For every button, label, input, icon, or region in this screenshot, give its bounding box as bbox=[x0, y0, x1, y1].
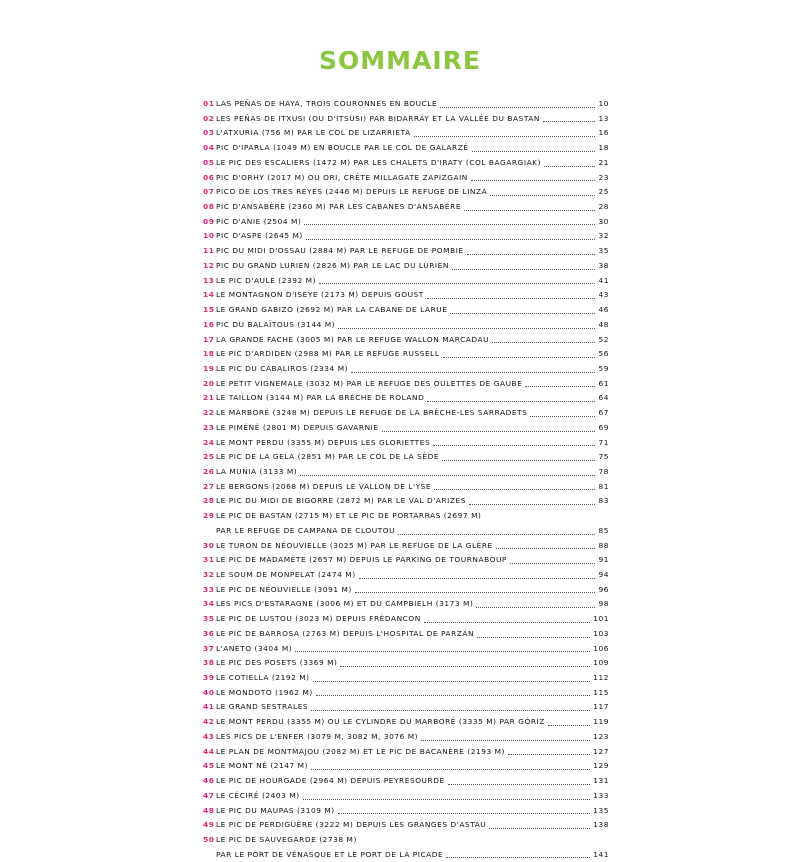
toc-entry-number: 15 bbox=[203, 305, 215, 315]
toc-entry-title: LES PICS DE L'ENFER (3079 M, 3082 M, 3076 M) bbox=[216, 731, 419, 741]
toc-leader-dots bbox=[338, 328, 595, 329]
toc-entry-title: LE GRAND GABIZO (2692 M) PAR LA CABANE DE LARUE bbox=[216, 305, 448, 315]
toc-entry bbox=[203, 450, 609, 465]
toc-entry bbox=[203, 627, 609, 642]
toc-entry-number: 39 bbox=[203, 673, 215, 683]
toc-leader-dots bbox=[300, 475, 595, 476]
toc-entry-page: 10 bbox=[598, 99, 609, 108]
toc-leader-dots bbox=[446, 857, 590, 858]
toc-leader-dots bbox=[476, 607, 595, 608]
toc-entry-number: 46 bbox=[203, 776, 215, 786]
toc-entry-title: LE PIC DU CABALIROS (2334 M) bbox=[216, 363, 349, 373]
toc-entry bbox=[203, 759, 609, 774]
toc-entry-number: 27 bbox=[203, 481, 215, 491]
toc-entry-number: 05 bbox=[203, 157, 215, 167]
toc-leader-dots bbox=[316, 695, 590, 696]
toc-entry-title: L'ATXURIA (756 M) PAR LE COL DE LIZARRIETA bbox=[216, 128, 411, 138]
toc-entry bbox=[203, 480, 609, 495]
toc-entry-title: LE PLAN DE MONTMAJOU (2082 M) ET LE PIC DE BACANÈRE (2193 M) bbox=[216, 746, 505, 756]
toc-entry-number: 19 bbox=[203, 363, 215, 373]
toc-entry-title: LA GRANDE FACHE (3005 M) PAR LE REFUGE WALLON MARCADAU bbox=[216, 334, 490, 344]
toc-entry-number: 09 bbox=[203, 216, 215, 226]
toc-entry-title: LE MONDOTO (1962 M) bbox=[216, 687, 313, 697]
toc-leader-dots bbox=[424, 622, 590, 623]
toc-entry-title: LE PIC DE PERDIGUÈRE (3222 M) DEPUIS LES GRANGES D'ASTAU bbox=[216, 820, 487, 830]
toc-entry-number: 14 bbox=[203, 290, 215, 300]
toc-entry-title: LE PIC DE NÉOUVIELLE (3091 M) bbox=[216, 584, 352, 594]
toc-entry-page: 81 bbox=[598, 481, 609, 491]
toc-entry-title: LE PIC DU MAUPAS (3109 M) bbox=[216, 805, 335, 815]
toc-entry bbox=[203, 583, 609, 598]
toc-entry-page: 23 bbox=[598, 172, 609, 182]
toc-leader-dots bbox=[544, 166, 595, 167]
toc-entry bbox=[203, 112, 609, 127]
toc-leader-dots bbox=[496, 548, 596, 549]
toc-entry bbox=[203, 597, 609, 612]
toc-entry-page: 69 bbox=[598, 422, 609, 432]
toc-entry-number: 44 bbox=[203, 746, 215, 756]
toc-entry bbox=[203, 730, 609, 745]
toc-entry-page: 135 bbox=[593, 805, 609, 815]
toc-entry bbox=[203, 539, 609, 554]
toc-entry-number: 26 bbox=[203, 466, 215, 476]
toc-entry-title: LE TAILLON (3144 M) PAR LA BRÈCHE DE ROLAND bbox=[216, 393, 425, 403]
toc-leader-dots bbox=[434, 489, 595, 490]
toc-entry-title: PIC DU MIDI D'OSSAU (2884 M) PAR LE REFUGE DE POMBIE bbox=[216, 246, 464, 256]
toc-entry-number: 03 bbox=[203, 128, 215, 138]
toc-entry bbox=[203, 436, 609, 451]
toc-entry-page: 28 bbox=[598, 202, 609, 212]
toc-entry bbox=[203, 156, 609, 171]
toc-entry-page: 117 bbox=[593, 702, 609, 712]
toc-entry-page: 94 bbox=[598, 570, 609, 579]
toc-entry-title: LE PIC D'AULE (2392 M) bbox=[216, 275, 317, 285]
toc-entry bbox=[203, 715, 609, 730]
toc-entry-number: 48 bbox=[203, 805, 215, 815]
toc-leader-dots bbox=[464, 210, 595, 211]
toc-entry bbox=[203, 274, 609, 289]
toc-leader-dots bbox=[427, 401, 595, 402]
toc-entry-title: LE CÉCIRÉ (2403 M) bbox=[216, 790, 300, 800]
toc-entry-title: LE MONTAGNON D'ISEYE (2173 M) DEPUIS GOUST bbox=[216, 290, 424, 300]
toc-leader-dots bbox=[450, 313, 595, 314]
toc-entry-title: PIC D'ORHY (2017 M) OU ORI, CRÊTE MILLAGATE ZAPIZGAIN bbox=[216, 172, 468, 182]
toc-entry-title: LES PICS D'ESTARAGNE (3006 M) ET DU CAMPBIELH (3173 M) bbox=[216, 599, 474, 609]
toc-entry-title: PIC DU GRAND LURIEN (2826 M) PAR LE LAC DU LURIEN bbox=[216, 260, 449, 270]
toc-leader-dots bbox=[472, 151, 596, 152]
toc-entry-title: LAS PEÑAS DE HAYA, TROIS COURONNES EN BOUCLE bbox=[216, 99, 438, 108]
toc-leader-dots bbox=[295, 651, 590, 652]
table-of-contents bbox=[203, 97, 609, 862]
toc-entry-number: 11 bbox=[203, 246, 215, 256]
toc-entry bbox=[203, 700, 609, 715]
toc-entry-title: LE PIC DE HOURGADE (2964 M) DEPUIS PEYRESOURDE bbox=[216, 776, 445, 786]
toc-entry bbox=[203, 244, 609, 259]
toc-entry-page: 129 bbox=[593, 761, 609, 771]
toc-entry-title-continued: PAR LE PORT DE VÉNASQUE ET LE PORT DE LA PICADE bbox=[216, 849, 444, 859]
toc-entry-page: 38 bbox=[598, 260, 609, 270]
toc-entry-title: LE PIC DU MIDI DE BIGORRE (2872 M) PAR LE VAL D'ARIZES bbox=[216, 496, 466, 506]
toc-entry-number: 42 bbox=[203, 717, 215, 727]
toc-entry-number: 07 bbox=[203, 187, 215, 197]
toc-entry-page: 16 bbox=[598, 128, 609, 138]
toc-leader-dots bbox=[490, 195, 595, 196]
toc-entry-number: 25 bbox=[203, 452, 215, 462]
toc-entry bbox=[203, 686, 609, 701]
toc-entry-number: 16 bbox=[203, 319, 215, 329]
toc-leader-dots bbox=[440, 107, 595, 108]
toc-leader-dots bbox=[508, 754, 590, 755]
toc-entry bbox=[203, 377, 609, 392]
toc-leader-dots bbox=[525, 386, 595, 387]
toc-leader-dots bbox=[338, 813, 591, 814]
toc-entry-title: LES PEÑAS DE ITXUSI (OU D'ITSUSI) PAR BIDARRAY ET LA VALLÉE DU BASTAN bbox=[216, 113, 540, 123]
toc-entry-number: 20 bbox=[203, 378, 215, 388]
toc-entry-page: 35 bbox=[598, 246, 609, 256]
toc-entry bbox=[203, 745, 609, 760]
toc-entry-number: 08 bbox=[203, 202, 215, 212]
toc-leader-dots bbox=[340, 666, 590, 667]
toc-entry-number: 35 bbox=[203, 614, 215, 624]
toc-leader-dots bbox=[359, 578, 596, 579]
toc-entry-title: LE PIC DE MADAMÈTE (2657 M) DEPUIS LE PARKING DE TOURNABOUP bbox=[216, 555, 507, 565]
toc-entry bbox=[203, 612, 609, 627]
toc-entry bbox=[203, 642, 609, 657]
toc-entry-page: 75 bbox=[598, 452, 609, 462]
toc-entry bbox=[203, 229, 609, 244]
toc-leader-dots bbox=[303, 799, 591, 800]
toc-entry-title: LE TURON DE NÉOUVIELLE (3025 M) PAR LE REFUGE DE LA GLÈRE bbox=[216, 540, 493, 550]
toc-entry-page: 18 bbox=[598, 143, 609, 153]
toc-entry-page: 131 bbox=[593, 776, 609, 786]
toc-entry-number: 22 bbox=[203, 408, 215, 418]
toc-entry-number: 47 bbox=[203, 790, 215, 800]
toc-entry-number: 06 bbox=[203, 172, 215, 182]
toc-entry-title: PIC D'ANSABÈRE (2360 M) PAR LES CABANES D'ANSABÈRE bbox=[216, 202, 462, 212]
toc-leader-dots bbox=[311, 769, 590, 770]
toc-leader-dots bbox=[471, 180, 596, 181]
toc-entry bbox=[203, 833, 609, 862]
toc-entry-page: 52 bbox=[598, 334, 609, 344]
toc-leader-dots bbox=[443, 357, 596, 358]
toc-entry bbox=[203, 126, 609, 141]
toc-entry-title: LE PIC DE LUSTOU (3023 M) DEPUIS FRÉDANCON bbox=[216, 614, 421, 624]
toc-entry bbox=[203, 568, 609, 583]
toc-entry-page: 32 bbox=[598, 231, 609, 241]
toc-entry-page: 101 bbox=[593, 614, 609, 624]
toc-entry-number: 34 bbox=[203, 599, 215, 609]
toc-entry-page: 30 bbox=[598, 216, 609, 226]
toc-entry-title: LE MONT NÉ (2147 M) bbox=[216, 761, 309, 771]
toc-entry-title: LE PIC DE BASTAN (2715 M) ET LE PIC DE PORTARRAS (2697 M) bbox=[216, 511, 482, 521]
toc-entry-title: PIC D'IPARLA (1049 M) EN BOUCLE PAR LE COL DE GALARZÉ bbox=[216, 143, 469, 153]
toc-leader-dots bbox=[355, 592, 596, 593]
toc-leader-dots bbox=[306, 239, 596, 240]
toc-entry-title: LE PETIT VIGNEMALE (3032 M) PAR LE REFUGE DES OULETTES DE GAUBE bbox=[216, 378, 523, 388]
toc-entry-page: 67 bbox=[598, 408, 609, 418]
toc-entry-title: PIC DU BALAÏTOUS (3144 M) bbox=[216, 319, 336, 329]
toc-entry-number: 49 bbox=[203, 820, 215, 830]
toc-leader-dots bbox=[492, 342, 595, 343]
toc-entry-number: 45 bbox=[203, 761, 215, 771]
toc-entry bbox=[203, 671, 609, 686]
toc-entry-page: 98 bbox=[598, 599, 609, 609]
toc-entry-page: 71 bbox=[598, 437, 609, 447]
toc-entry-page: 41 bbox=[598, 275, 609, 285]
toc-entry-title: PICO DE LOS TRES REYES (2446 M) DEPUIS LE REFUGE DE LINZA bbox=[216, 187, 488, 197]
toc-entry bbox=[203, 97, 609, 112]
toc-entry-page: 91 bbox=[598, 555, 609, 565]
toc-entry-number: 21 bbox=[203, 393, 215, 403]
toc-entry-page: 56 bbox=[598, 349, 609, 359]
toc-leader-dots bbox=[530, 416, 595, 417]
toc-entry-number: 40 bbox=[203, 687, 215, 697]
toc-leader-dots bbox=[313, 681, 591, 682]
toc-entry-page: 48 bbox=[598, 319, 609, 329]
toc-entry-number: 41 bbox=[203, 702, 215, 712]
toc-entry-title: PIC D'ANIE (2504 M) bbox=[216, 216, 302, 226]
toc-entry-number: 38 bbox=[203, 658, 215, 668]
toc-entry-number: 12 bbox=[203, 260, 215, 270]
toc-entry-number: 36 bbox=[203, 628, 215, 638]
toc-leader-dots bbox=[398, 534, 595, 535]
toc-entry bbox=[203, 804, 609, 819]
toc-leader-dots bbox=[433, 445, 595, 446]
toc-entry-title: LE GRAND SESTRALES bbox=[216, 702, 309, 712]
toc-entry-page: 115 bbox=[593, 687, 609, 697]
toc-entry-page: 138 bbox=[593, 820, 609, 830]
toc-entry-title: LE PIC DE BARROSA (2763 M) DEPUIS L'HOSPITAL DE PARZÁN bbox=[216, 628, 475, 638]
toc-entry-title: PIC D'ASPE (2645 M) bbox=[216, 231, 303, 241]
toc-entry-page: 133 bbox=[593, 790, 609, 800]
toc-entry-page: 83 bbox=[598, 496, 609, 506]
toc-entry-number: 23 bbox=[203, 422, 215, 432]
toc-entry bbox=[203, 362, 609, 377]
toc-entry-page: 43 bbox=[598, 290, 609, 300]
toc-entry bbox=[203, 347, 609, 362]
toc-entry-title: LE PIC DE LA GELA (2851 M) PAR LE COL DE LA SÈDE bbox=[216, 452, 440, 462]
toc-entry bbox=[203, 509, 609, 538]
toc-entry-number: 43 bbox=[203, 731, 215, 741]
toc-entry-title: LE BERGONS (2068 M) DEPUIS LE VALLON DE L'YSE bbox=[216, 481, 432, 491]
toc-entry bbox=[203, 303, 609, 318]
toc-leader-dots bbox=[510, 563, 596, 564]
toc-entry-number: 37 bbox=[203, 643, 215, 653]
toc-entry-page: 46 bbox=[598, 305, 609, 315]
toc-entry-page: 25 bbox=[598, 187, 609, 197]
toc-leader-dots bbox=[414, 136, 596, 137]
toc-entry-title: LE SOUM DE MONPELAT (2474 M) bbox=[216, 570, 356, 579]
toc-leader-dots bbox=[304, 224, 595, 225]
toc-entry-page: 88 bbox=[598, 540, 609, 550]
toc-entry bbox=[203, 406, 609, 421]
toc-entry-title: LE PIC DES ESCALIERS (1472 M) PAR LES CHALETS D'IRATY (COL BAGARGIAK) bbox=[216, 157, 542, 167]
page-title: SOMMAIRE bbox=[319, 46, 481, 75]
toc-leader-dots bbox=[382, 431, 596, 432]
toc-entry-title: LE MARBORÉ (3248 M) DEPUIS LE REFUGE DE LA BRÈCHE-LES SARRADETS bbox=[216, 408, 528, 418]
toc-entry-page: 112 bbox=[593, 673, 609, 683]
toc-entry-page: 64 bbox=[598, 393, 609, 403]
toc-entry-page: 78 bbox=[598, 466, 609, 476]
toc-entry-title: LE PIC DE SAUVEGARDE (2738 M) bbox=[216, 834, 357, 844]
toc-entry-page: 103 bbox=[593, 628, 609, 638]
toc-entry-number: 01 bbox=[203, 99, 215, 108]
toc-entry-number: 30 bbox=[203, 540, 215, 550]
toc-entry bbox=[203, 333, 609, 348]
toc-entry-title: LE MONT PERDU (3355 M) OU LE CYLINDRE DU MARBORÉ (3335 M) PAR GÓRIZ bbox=[216, 717, 545, 727]
toc-entry-page: 141 bbox=[593, 849, 609, 859]
toc-leader-dots bbox=[543, 121, 595, 122]
toc-leader-dots bbox=[448, 784, 591, 785]
toc-leader-dots bbox=[477, 637, 590, 638]
toc-entry-number: 04 bbox=[203, 143, 215, 153]
toc-leader-dots bbox=[319, 283, 595, 284]
toc-entry bbox=[203, 171, 609, 186]
toc-entry bbox=[203, 259, 609, 274]
toc-entry-title: LE PIMÉNÉ (2801 M) DEPUIS GAVARNIE bbox=[216, 422, 379, 432]
toc-entry-page: 61 bbox=[598, 378, 609, 388]
toc-entry-number: 18 bbox=[203, 349, 215, 359]
toc-entry-number: 28 bbox=[203, 496, 215, 506]
toc-entry-page: 106 bbox=[593, 643, 609, 653]
toc-entry bbox=[203, 465, 609, 480]
toc-entry bbox=[203, 141, 609, 156]
toc-entry-page: 85 bbox=[598, 525, 609, 535]
toc-leader-dots bbox=[427, 298, 596, 299]
toc-entry bbox=[203, 553, 609, 568]
toc-entry bbox=[203, 421, 609, 436]
toc-entry bbox=[203, 774, 609, 789]
toc-entry bbox=[203, 656, 609, 671]
toc-entry-page: 123 bbox=[593, 731, 609, 741]
toc-entry-title: LE PIC DES POSETS (3369 M) bbox=[216, 658, 338, 668]
toc-entry-number: 13 bbox=[203, 275, 215, 285]
toc-entry bbox=[203, 288, 609, 303]
toc-leader-dots bbox=[467, 254, 596, 255]
toc-entry-number: 10 bbox=[203, 231, 215, 241]
toc-entry-title: LE MONT PERDU (3355 M) DEPUIS LES GLORIETTES bbox=[216, 437, 431, 447]
toc-entry-number: 50 bbox=[203, 834, 215, 844]
toc-entry-page: 13 bbox=[598, 113, 609, 123]
toc-entry-title: LE COTIELLA (2192 M) bbox=[216, 673, 310, 683]
toc-entry-number: 02 bbox=[203, 113, 215, 123]
toc-leader-dots bbox=[548, 725, 590, 726]
toc-entry-page: 59 bbox=[598, 363, 609, 373]
toc-leader-dots bbox=[452, 269, 596, 270]
toc-entry bbox=[203, 318, 609, 333]
toc-entry-number: 33 bbox=[203, 584, 215, 594]
toc-entry-number: 32 bbox=[203, 570, 215, 579]
toc-entry-number: 17 bbox=[203, 334, 215, 344]
toc-leader-dots bbox=[489, 828, 590, 829]
toc-leader-dots bbox=[311, 710, 590, 711]
toc-entry-page: 96 bbox=[598, 584, 609, 594]
toc-entry-page: 119 bbox=[593, 717, 609, 727]
toc-entry bbox=[203, 215, 609, 230]
toc-entry-page: 21 bbox=[598, 157, 609, 167]
toc-leader-dots bbox=[469, 504, 596, 505]
toc-entry-page: 109 bbox=[593, 658, 609, 668]
toc-entry bbox=[203, 494, 609, 509]
toc-entry-number: 24 bbox=[203, 437, 215, 447]
toc-entry bbox=[203, 789, 609, 804]
toc-entry bbox=[203, 391, 609, 406]
toc-entry-number: 31 bbox=[203, 555, 215, 565]
toc-entry-title-continued: PAR LE REFUGE DE CAMPANA DE CLOUTOU bbox=[216, 525, 396, 535]
toc-leader-dots bbox=[442, 460, 595, 461]
toc-entry-title: L'ANETO (3404 M) bbox=[216, 643, 293, 653]
toc-entry-title: LA MUNIA (3133 M) bbox=[216, 466, 298, 476]
toc-entry bbox=[203, 185, 609, 200]
toc-entry bbox=[203, 818, 609, 833]
toc-entry-title: LE PIC D'ARDIDEN (2988 M) PAR LE REFUGE RUSSELL bbox=[216, 349, 440, 359]
toc-entry-number: 29 bbox=[203, 511, 215, 521]
toc-entry bbox=[203, 200, 609, 215]
toc-entry-page: 127 bbox=[593, 746, 609, 756]
toc-leader-dots bbox=[351, 372, 595, 373]
toc-leader-dots bbox=[421, 740, 590, 741]
